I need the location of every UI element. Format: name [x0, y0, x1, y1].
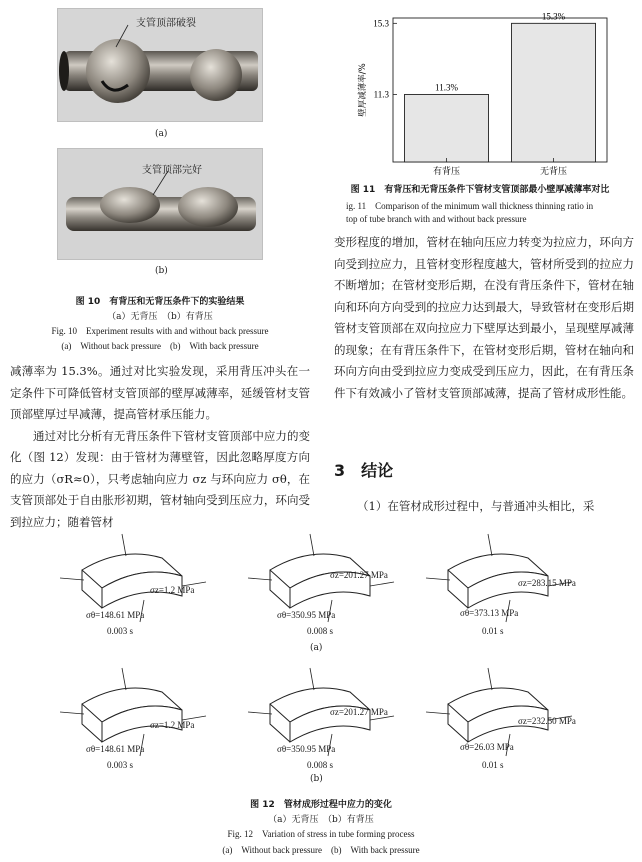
fig10-photo-a	[57, 8, 263, 122]
conclusion-text: （1）在管材成形过程中，与普通冲头相比，采	[357, 499, 595, 513]
stress-arrow	[426, 712, 450, 714]
time-label: 0.01 s	[482, 626, 504, 636]
sigma-z-label: σz=1.2 MPa	[150, 585, 195, 595]
fig11-caption-en-2: top of tube branch with and without back pressure	[346, 214, 527, 224]
fig10-label-b: (b)	[155, 266, 168, 276]
sigma-theta-label: σθ=350.95 MPa	[277, 744, 336, 754]
fig12-label-b: (b)	[310, 774, 323, 784]
paragraph: 变形程度的增加，管材在轴向压应力转变为拉应力，环向方向受到拉应力，且管材变形程度越大，管材所受到的拉应力不断增加；在管材变形后期，在没有背压条件下，管材在轴向和环向方向受到的拉应力达到最大，导致管材在变形后期管材支管顶部在双向拉应力下壁厚达到最小，呈现壁厚减薄的现象；在有背压条件下，在管材变形后期，管材在轴向和环向方向由受到拉应力变成受到压应力，因此，在有背压条件下有效减小了管材支管顶部减薄，提高了管材成形性能。	[334, 235, 634, 400]
bar	[405, 94, 489, 162]
fig10-caption-en-title: Fig. 10 Experiment results with and without back pressure	[51, 326, 269, 336]
sigma-z-label: σz=201.27 MPa	[330, 707, 388, 717]
stress-arrow	[488, 534, 492, 556]
sigma-theta-label: σθ=148.61 MPa	[86, 610, 145, 620]
fig10-label-a: (a)	[155, 129, 168, 139]
stress-arrow	[60, 578, 84, 580]
x-tick-label: 无背压	[539, 167, 568, 177]
sigma-theta-label: σθ=26.03 MPa	[460, 742, 514, 752]
section-title: 结论	[361, 461, 394, 480]
stress-arrow	[248, 712, 272, 714]
section-number: 3	[334, 461, 346, 480]
fig11-caption-cn: 图 11 有背压和无背压条件下管材支管顶部最小壁厚减薄率对比	[350, 185, 610, 195]
time-label: 0.01 s	[482, 760, 504, 770]
time-label: 0.003 s	[107, 626, 134, 636]
stress-arrow	[370, 582, 394, 586]
time-label: 0.008 s	[307, 760, 334, 770]
fig12-caption-en-title: Fig. 12 Variation of stress in tube forming process	[227, 829, 415, 839]
fig12-caption-cn-title: 图 12 管材成形过程中应力的变化	[250, 800, 392, 810]
left-column-text	[10, 361, 310, 533]
photo-a-annotation: 支管顶部破裂	[136, 18, 196, 29]
fig10-caption-en-sub: (a) Without back pressure (b) With back pressure	[61, 341, 259, 351]
stress-arrow	[310, 534, 314, 556]
fig10-caption-cn-title: 图 10 有背压和无背压条件下的实验结果	[75, 297, 245, 307]
y-tick-label: 11.3	[373, 89, 389, 100]
fig12-caption-en-sub: (a) Without back pressure (b) With back pressure	[222, 845, 420, 855]
fig12-label-a: (a)	[310, 643, 323, 653]
sigma-z-label: σz=283.15 MPa	[518, 578, 576, 588]
photo-b-annotation: 支管顶部完好	[142, 165, 202, 176]
fig11-bar-chart	[345, 4, 617, 180]
fig10-caption-cn-sub: （a）无背压 （b）有背压	[107, 312, 213, 322]
y-axis-label: 壁厚减薄率/%	[358, 63, 368, 117]
time-label: 0.003 s	[107, 760, 134, 770]
fig12-caption-cn-sub: （a）无背压 （b）有背压	[268, 815, 374, 825]
y-tick-label: 15.3	[373, 18, 389, 29]
stress-arrow	[122, 668, 126, 690]
data-label: 11.3%	[435, 82, 458, 93]
sigma-z-label: σz=1.2 MPa	[150, 720, 195, 730]
stress-arrow	[248, 578, 272, 580]
fig11-caption-en-1: ig. 11 Comparison of the minimum wall thickness thinning ratio in	[346, 201, 594, 211]
stress-arrow	[122, 534, 126, 556]
data-label: 15.3%	[541, 11, 566, 22]
paragraph: 减薄率为 15.3%。通过对比实验发现，采用背压冲头在一定条件下可降低管材支管顶部的壁厚减薄率，延缓管材支管顶部壁厚过早减薄，提高管材承压能力。	[10, 364, 310, 421]
fig10-photo-b	[57, 148, 263, 260]
sigma-theta-label: σθ=350.95 MPa	[277, 610, 336, 620]
bar	[512, 23, 596, 162]
x-tick-label: 有背压	[432, 167, 461, 177]
paragraph: 通过对比分析有无背压条件下管材支管顶部中应力的变化（图 12）发现：由于管材为薄壁管，因此忽略厚度方向的应力（σR≈0），只考虑轴向应力 σz 与环向应力 σθ，在支管顶部处于自由胀形初期，管材轴向受到压应力，环向受到拉应力；随着管材	[10, 428, 310, 529]
section-heading	[334, 458, 393, 481]
sigma-z-label: σz=201.27 MPa	[330, 570, 388, 580]
stress-arrow	[60, 712, 84, 714]
sigma-theta-label: σθ=373.13 MPa	[460, 608, 519, 618]
stress-arrow	[426, 578, 450, 580]
time-label: 0.008 s	[307, 626, 334, 636]
sigma-theta-label: σθ=148.61 MPa	[86, 744, 145, 754]
stress-arrow	[488, 668, 492, 690]
sigma-z-label: σz=232.50 MPa	[518, 716, 576, 726]
stress-arrow	[310, 668, 314, 690]
right-column-text	[334, 232, 634, 404]
